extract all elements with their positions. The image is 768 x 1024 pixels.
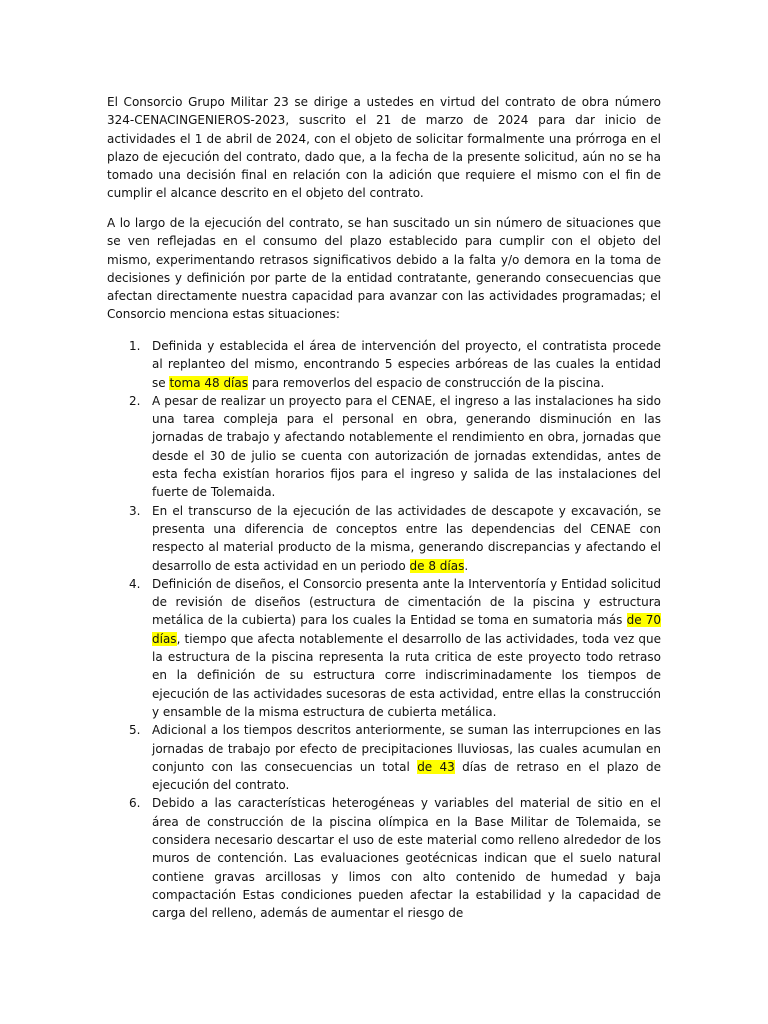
list-item	[107, 337, 661, 392]
list-item	[107, 575, 661, 721]
situations-list	[107, 337, 661, 923]
list-item-number: 6.	[129, 796, 141, 811]
list-item-number: 4.	[129, 576, 141, 591]
item-text: Debido a las características heterogéneas y variables del material de sitio en el área de construcción de la piscina olímpica en la Base Militar de Tolemaida, se considera necesario descartar el uso de este material como relleno alrededor de los muros de contención. Las evaluaciones geotécnicas indican que el suelo natural contiene gravas arcillosas y limos con alto contenido de humedad y baja compactación Estas condiciones pueden afectar la estabilidad y la capacidad de carga del relleno, además de aumentar el riesgo de	[152, 796, 661, 921]
list-item-text	[152, 794, 661, 922]
list-item-text	[152, 502, 661, 575]
item-text: A pesar de realizar un proyecto para el CENAE, el ingreso a las instalaciones ha sido una tarea compleja para el personal en obra, generando disminución en las jornadas de trabajo y afectando notablemente el rendimiento en obra, jornadas que desde el 30 de julio se cuenta con autorización de jornadas extendidas, antes de esta fecha existían horarios fijos para el ingreso y salida de las instalaciones del fuerte de Tolemaida.	[152, 393, 661, 500]
list-item	[107, 392, 661, 502]
list-item-number: 1.	[129, 339, 141, 353]
list-item-number: 5.	[129, 723, 141, 738]
highlighted-text: toma 48 días	[169, 375, 248, 390]
item-text: Definida y establecida el área de intervención del proyecto, el contratista procede al replanteo del mismo, encontrando 5 especies arbóreas de las cuales la entidad se	[152, 339, 661, 390]
highlighted-text: de 43	[417, 759, 455, 774]
list-item	[107, 721, 661, 794]
item-text-continued: , tiempo que afecta notablemente el desarrollo de las actividades, toda vez que la estructura de la piscina representa la ruta critica de este proyecto todo retraso en la definición de su estructura corre indiscriminadamente los tiempos de ejecución de las actividades sucesoras de esta actividad, entre ellas la construcción y ensamble de la misma estructura de cubierta metálica.	[152, 631, 661, 719]
item-text: Definición de diseños, el Consorcio presenta ante la Interventoría y Entidad solicitud de revisión de diseños (estructura de cimentación de la piscina y estructura metálica de la cubierta) para los cuales la Entidad se toma en sumatoria más	[152, 576, 661, 628]
list-item-text	[152, 575, 661, 721]
item-text-continued: días de retraso en el plazo de ejecución del contrato.	[152, 759, 661, 793]
list-item-text	[152, 337, 661, 392]
context-paragraph: A lo largo de la ejecución del contrato, se han suscitado un sin número de situaciones que se ven reflejadas en el consumo del plazo establecido para cumplir con el objeto del mismo, experimentando retrasos significativos debido a la falta y/o demora en la toma de decisiones y definición por parte de la entidad contratante, generando consecuencias que afectan directamente nuestra capacidad para avanzar con las actividades programadas; el Consorcio menciona estas situaciones:	[107, 216, 661, 322]
item-text: Adicional a los tiempos descritos anteriormente, se suman las interrupciones en las jornadas de trabajo por efecto de precipitaciones lluviosas, las cuales acumulan en conjunto con las consecuencias un total	[152, 723, 661, 774]
list-item-text	[152, 721, 661, 794]
item-text-continued: para removerlos del espacio de construcción de la piscina.	[248, 375, 605, 390]
list-item	[107, 794, 661, 922]
highlighted-text: de 70 días	[152, 613, 661, 646]
list-item-number: 2.	[129, 393, 141, 408]
list-item	[107, 502, 661, 575]
list-item-text	[152, 392, 661, 502]
highlighted-text: de 8 días	[409, 558, 465, 573]
item-text-continued: .	[464, 558, 469, 573]
list-item-number: 3.	[129, 503, 141, 518]
item-text: En el transcurso de la ejecución de las actividades de descapote y excavación, se presenta una diferencia de conceptos entre las dependencias del CENAE con respecto al material producto de la misma, generando discrepancias y afectando el desarrollo de esta actividad en un periodo	[152, 503, 661, 573]
intro-paragraph: El Consorcio Grupo Militar 23 se dirige a ustedes en virtud del contrato de obra número 324-CENACINGENIEROS-2023, suscrito el 21 de marzo de 2024 para dar inicio de actividades el 1 de abril de 2024, con el objeto de solicitar formalmente una prórroga en el plazo de ejecución del contrato, dado que, a la fecha de la presente solicitud, aún no se ha tomado una decisión final en relación con la adición que requiere el mismo con el fin de cumplir el alcance descrito en el objeto del contrato.	[107, 95, 661, 201]
